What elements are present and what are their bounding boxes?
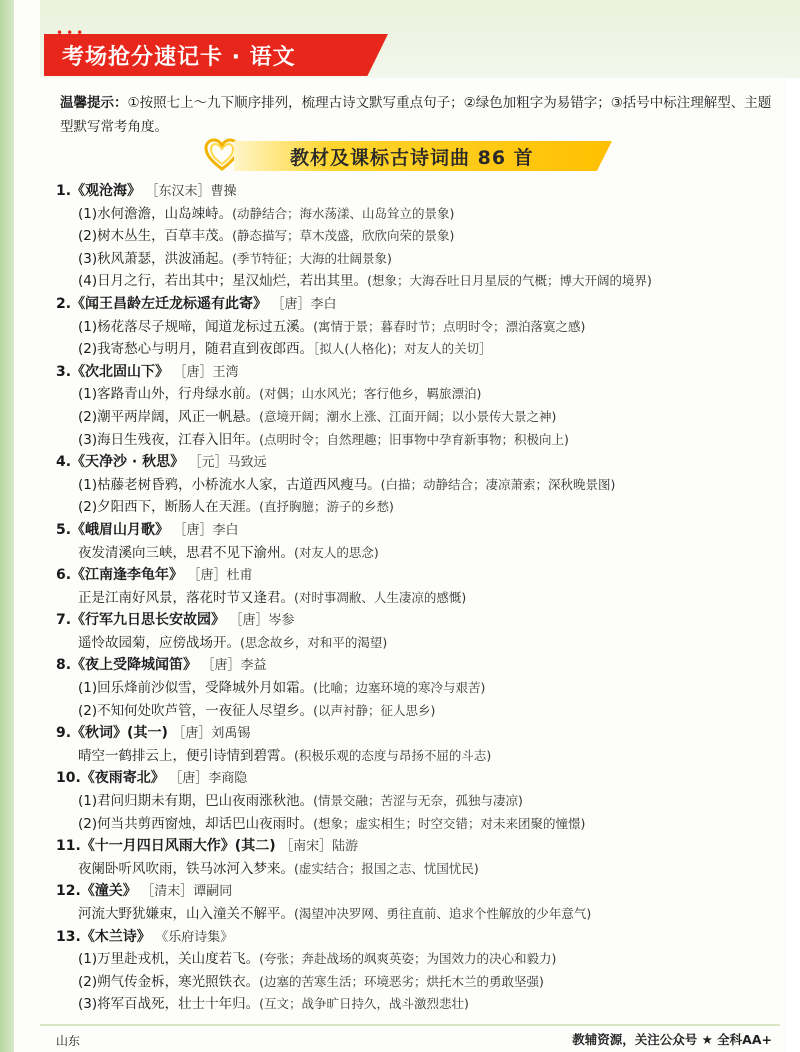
poem-author: ［唐］刘禹锡 xyxy=(172,726,251,742)
poem-line xyxy=(56,406,786,429)
poem-heading xyxy=(56,767,786,790)
footer-region: 山东 xyxy=(56,1034,81,1048)
poem-verse: 河流大野犹嫌束，山入潼关不解平。 xyxy=(78,906,294,922)
poem-author: ［唐］王湾 xyxy=(173,364,239,380)
poem-verse: 夜发清溪向三峡，思君不见下渝州。 xyxy=(78,544,294,561)
poem-note: (边塞的苦寒生活；环境恶劣；烘托木兰的勇敢坚强) xyxy=(259,973,544,989)
poem-line xyxy=(56,677,786,700)
tip-lead: 温馨提示： xyxy=(60,95,128,111)
poem-number: 1. xyxy=(56,183,72,199)
poem-title: 《秋词》(其一) xyxy=(71,725,168,742)
poem-title: 《观沧海》 xyxy=(71,183,142,199)
poem-line xyxy=(56,496,786,519)
poem-note: (积极乐观的态度与昂扬不屈的斗志) xyxy=(294,747,492,763)
poem-number: 10. xyxy=(56,770,81,787)
poem-heading xyxy=(56,180,786,203)
poem-line xyxy=(56,745,786,768)
poem-author: ［元］马致远 xyxy=(188,455,267,471)
poem-number: 4. xyxy=(56,454,72,471)
poem-line xyxy=(56,700,786,723)
poem-title: 《夜上受降城闻笛》 xyxy=(71,657,198,674)
poem-title: 《天净沙 · 秋思》 xyxy=(71,454,185,471)
poem-verse: (2)潮平两岸阔，风正一帆悬。 xyxy=(78,408,260,425)
poem-note: (直抒胸臆；游子的乡愁) xyxy=(259,499,394,515)
poem-verse: (1)客路青山外，行舟绿水前。 xyxy=(78,386,260,403)
poem-author: ［东汉末］曹操 xyxy=(145,184,237,199)
poem-author: ［唐］李益 xyxy=(201,658,267,674)
poem-note: (动静结合；海水荡漾、山岛耸立的景象) xyxy=(232,205,455,221)
poem-note: (寓情于景；暮春时节；点明时令；漂泊落寞之感) xyxy=(313,318,586,334)
poem-line xyxy=(56,632,786,655)
poem-author: ［南宋］陆游 xyxy=(280,839,359,855)
poem-verse: (2)我寄愁心与明月，随君直到夜郎西。 xyxy=(78,341,314,358)
poem-verse: 正是江南好风景，落花时节又逢君。 xyxy=(78,589,294,606)
poem-line xyxy=(56,971,786,994)
poem-author: ［清末］谭嗣同 xyxy=(141,884,233,900)
poem-verse: (2)何当共剪西窗烛，却话巴山夜雨时。 xyxy=(78,815,314,832)
poem-note: (想象；虚实相生；时空交错；对未来团聚的憧憬) xyxy=(313,815,586,831)
poem-title: 《峨眉山月歌》 xyxy=(71,521,170,538)
poem-note: (对友人的思念) xyxy=(294,544,379,560)
poem-number: 13. xyxy=(56,928,81,945)
poem-heading xyxy=(56,926,786,949)
poem-author: ［唐］李白 xyxy=(173,522,239,538)
poem-author: 《乐府诗集》 xyxy=(155,929,234,945)
poem-line xyxy=(56,338,786,361)
poem-title: 《行军九日思长安故园》 xyxy=(71,612,226,629)
poem-heading xyxy=(56,835,786,858)
poem-number: 11. xyxy=(56,838,81,855)
tip-text: ①按照七上～九下顺序排列，梳理古诗文默写重点句子；②绿色加粗字为易错字；③括号中标注理解型、主题型默写常考角度。 xyxy=(60,95,772,135)
poem-note: (对时事凋敝、人生凄凉的感慨) xyxy=(294,589,467,605)
poem-heading xyxy=(56,880,786,903)
poem-note: (互文；战争旷日持久，战斗激烈悲壮) xyxy=(259,996,469,1012)
poem-number: 3. xyxy=(56,363,72,380)
poem-note: (意境开阔；潮水上涨、江面开阔；以小景传大景之神) xyxy=(259,408,557,424)
poem-verse: (1)君问归期未有期，巴山夜雨涨秋池。 xyxy=(78,793,314,810)
poem-heading xyxy=(56,293,786,316)
poem-line xyxy=(56,542,786,565)
poem-note: (夸张；奔赴战场的飒爽英姿；为国效力的决心和毅力) xyxy=(259,951,557,967)
poem-note: (渴望冲决罗网、勇往直前、追求个性解放的少年意气) xyxy=(294,906,592,921)
poem-line xyxy=(56,858,786,881)
poem-author: ［唐］李商隐 xyxy=(169,771,248,787)
poem-author: ［唐］岑参 xyxy=(229,613,295,629)
poem-title: 《木兰诗》 xyxy=(80,928,151,945)
poem-heading xyxy=(56,361,786,384)
poem-note: (虚实结合；报国之志、忧国忧民) xyxy=(294,860,479,876)
poem-title: 《夜雨寄北》 xyxy=(80,770,165,787)
poem-line xyxy=(56,903,786,926)
poem-heading xyxy=(56,722,786,745)
poem-line xyxy=(56,429,786,452)
poem-heading xyxy=(56,564,786,587)
poem-verse: (1)杨花落尽子规啼，闻道龙标过五溪。 xyxy=(78,318,314,335)
poem-line xyxy=(56,993,786,1016)
poem-verse: (1)回乐烽前沙似雪，受降城外月如霜。 xyxy=(78,680,314,697)
poem-verse: 晴空一鹤排云上，便引诗情到碧霄。 xyxy=(78,747,294,764)
poem-note: (白描；动静结合；凄凉萧索；深秋晚景图) xyxy=(380,476,616,492)
poem-heading xyxy=(56,519,786,542)
poem-verse: (1)万里赴戎机，关山度若飞。 xyxy=(78,951,260,968)
poem-line xyxy=(56,813,786,836)
poem-number: 6. xyxy=(56,567,72,584)
poem-number: 2. xyxy=(56,295,72,312)
poem-line xyxy=(56,225,786,248)
poem-line xyxy=(56,248,786,271)
poem-note: (点明时令；自然理趣；旧事物中孕育新事物；积极向上) xyxy=(259,431,569,447)
poem-title: 《闻王昌龄左迁龙标遥有此寄》 xyxy=(71,295,268,312)
poem-verse: (2)夕阳西下，断肠人在天涯。 xyxy=(78,499,260,516)
poem-number: 5. xyxy=(56,521,72,538)
poem-number: 12. xyxy=(56,883,81,900)
poem-line xyxy=(56,383,786,406)
poem-title: 《江南逢李龟年》 xyxy=(71,567,184,584)
poem-note: (想象；大海吞吐日月星辰的气概；博大开阔的境界) xyxy=(367,273,652,289)
poem-verse: (3)海日生残夜，江春入旧年。 xyxy=(78,431,260,448)
poem-line xyxy=(56,203,786,226)
footer-promo: 教辅资源，关注公众号 ★ 全科AA+ xyxy=(572,1032,772,1047)
poem-number: 8. xyxy=(56,657,72,674)
poem-number: 7. xyxy=(56,612,72,629)
poem-verse: (2)不知何处吹芦管，一夜征人尽望乡。 xyxy=(78,702,314,719)
poem-verse: (1)枯藤老树昏鸦，小桥流水人家，古道西风瘦马。 xyxy=(78,476,381,493)
poem-list xyxy=(56,180,786,1016)
poem-author: ［唐］李白 xyxy=(271,296,337,312)
poem-line xyxy=(56,587,786,610)
poem-note: (对偶；山水风光；客行他乡，羁旅漂泊) xyxy=(259,386,482,402)
poem-line xyxy=(56,270,786,293)
poem-verse: (1)水何澹澹，山岛竦峙。 xyxy=(78,205,233,222)
poem-heading xyxy=(56,654,786,677)
poem-number: 9. xyxy=(56,725,72,742)
poem-verse: (2)朔气传金柝，寒光照铁衣。 xyxy=(78,973,260,990)
poem-note: (静态描写；草木茂盛，欣欣向荣的景象) xyxy=(232,228,455,244)
poem-verse: 遥怜故园菊，应傍战场开。 xyxy=(78,634,240,651)
poem-line xyxy=(56,790,786,813)
side-stripe xyxy=(0,0,14,1052)
poem-line xyxy=(56,474,786,497)
header-title: 考场抢分速记卡 · 语文 xyxy=(62,45,296,70)
poem-title: 《次北固山下》 xyxy=(71,363,170,380)
poem-verse: (3)秋风萧瑟，洪波涌起。 xyxy=(78,250,233,267)
tip-paragraph xyxy=(60,91,780,139)
poem-title: 《潼关》 xyxy=(80,883,137,900)
poem-verse: (2)树木丛生，百草丰茂。 xyxy=(78,228,233,245)
header-dots: ••• xyxy=(56,26,87,40)
poem-note: (情景交融；苦涩与无奈，孤独与凄凉) xyxy=(313,793,523,809)
poem-line xyxy=(56,316,786,339)
footer-divider xyxy=(40,1024,780,1026)
poem-line xyxy=(56,948,786,971)
poem-author: ［唐］杜甫 xyxy=(187,568,253,584)
poem-note: (比喻；边塞环境的寒冷与艰苦) xyxy=(313,680,486,696)
poem-note: ［拟人(人格化)；对友人的关切］ xyxy=(313,341,492,357)
poem-verse: (4)日月之行，若出其中；星汉灿烂，若出其里。 xyxy=(78,273,368,290)
poem-title: 《十一月四日风雨大作》(其二) xyxy=(80,838,276,855)
poem-verse: (3)将军百战死，壮士十年归。 xyxy=(78,996,260,1013)
poem-note: (以声衬静；征人思乡) xyxy=(313,702,436,718)
poem-heading xyxy=(56,609,786,632)
section-title: 教材及课标古诗词曲 86 首 xyxy=(290,147,534,169)
poem-heading xyxy=(56,451,786,474)
poem-verse: 夜阑卧听风吹雨，铁马冰河入梦来。 xyxy=(78,860,294,877)
poem-note: (季节特征；大海的壮阔景象) xyxy=(232,250,392,266)
poem-note: (思念故乡，对和平的渴望) xyxy=(240,634,388,650)
